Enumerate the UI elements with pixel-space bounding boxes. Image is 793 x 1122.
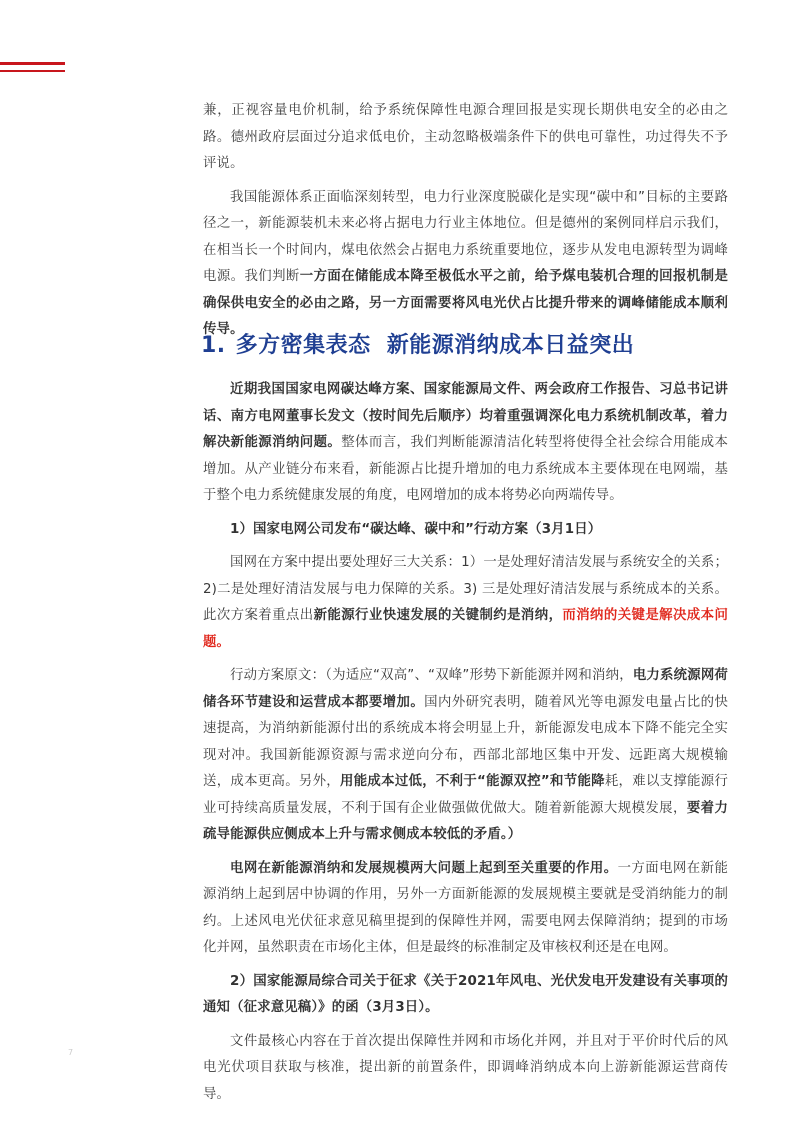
section-p3-bold-f: 要着力疏导能源供应侧成本上升与需求侧成本较低的矛盾。） [203, 800, 728, 842]
section-paragraph-5: 文件最核心内容在于首次提出保障性并网和市场化并网，并且对于平价时代后的风电光伏项目获取与核准，提出新的前置条件，即调峰消纳成本向上游新能源运营商传导。 [203, 1033, 728, 1102]
section-paragraph-3 [203, 663, 728, 849]
section-number: 1. [201, 333, 226, 358]
header-accent-bar-top [0, 62, 65, 65]
section-body [203, 377, 728, 1108]
section-paragraph-4 [203, 856, 728, 962]
intro-block [203, 98, 728, 344]
header-accent-bar-bottom [0, 70, 65, 72]
section-p4-bold: 电网在新能源消纳和发展规模两大问题上起到至关重要的作用。 [230, 860, 618, 876]
section-p3-bold-d: 用能成本过低，不利于“能源双控”和节能降 [340, 774, 605, 789]
subheading-2: 2）国家能源局综合司关于征求《关于2021年风电、光伏发电开发建设有关事项的通知（征求意见稿）》的函（3月3日）。 [203, 973, 728, 1015]
section-paragraph-2 [203, 550, 728, 656]
section-p2-bold: 新能源行业快速发展的关键制约是消纳， [313, 608, 563, 623]
section-p3-text-a: 行动方案原文：（为适应“双高”、“双峰”形势下新能源并网和消纳， [230, 668, 633, 683]
page-number: 7 [68, 1048, 74, 1057]
section-paragraph-1 [203, 377, 728, 510]
section-p4-text: 一方面电网在新能源消纳上起到居中协调的作用，另外一方面新能源的发展规模主要就是受消纳能力的制约。上述风电光伏征求意见稿里提到的保障性并网，需要电网去保障消纳；提到的市场化并网，虽然职责在市场化主体，但是最终的标准制定及审核权利还是在电网。 [203, 860, 728, 955]
section-title-part1: 多方密集表态 [235, 333, 371, 358]
section-title-part2: 新能源消纳成本日益突出 [386, 333, 635, 358]
section-p1-bold: 近期我国国家电网碳达峰方案、国家能源局文件、两会政府工作报告、习总书记讲话、南方电网董事长发文（按时间先后顺序）均着重强调深化电力系统机制改革，着力解决新能源消纳问题。 [203, 382, 728, 450]
intro-paragraph-2 [203, 185, 728, 344]
section-p3-text-c: 国内外研究表明，随着风光等电源发电量占比的快速提高，为消纳新能源付出的系统成本将会明显上升，新能源发电成本下降不能完全实现对冲。我国新能源资源与需求逆向分布，西部北部地区集中开发、远距离大规模输送，成本更高。另外， [203, 694, 728, 789]
section-p3-bold-b: 电力系统源网荷储各环节建设和运营成本都要增加。 [203, 668, 728, 710]
intro-p2-bold: 一方面在储能成本降至极低水平之前，给予煤电装机合理的回报机制是确保供电安全的必由之路，另一方面需要将风电光伏占比提升带来的调峰储能成本顺利传导。 [203, 269, 728, 337]
intro-paragraph-1: 兼，正视容量电价机制，给予系统保障性电源合理回报是实现长期供电安全的必由之路。德州政府层面过分追求低电价，主动忽略极端条件下的供电可靠性，功过得失不予评说。 [203, 103, 728, 171]
section-p2-red: 而消纳的关键是解决成本问题。 [203, 608, 728, 650]
subheading-1: 1）国家电网公司发布“碳达峰、碳中和”行动方案（3月1日） [230, 521, 602, 537]
section-p1-text: 整体而言，我们判断能源清洁化转型将使得全社会综合用能成本增加。从产业链分布来看，新能源占比提升增加的电力系统成本主要体现在电网端，基于整个电力系统健康发展的角度，电网增加的成本将势必向两端传导。 [203, 435, 728, 503]
intro-p2-text: 我国能源体系正面临深刻转型，电力行业深度脱碳化是实现“碳中和”目标的主要路径之一，新能源装机未来必将占据电力行业主体地位。但是德州的案例同样启示我们，在相当长一个时间内，煤电依然会占据电力系统重要地位，逐步从发电电源转型为调峰电源。我们判断 [203, 189, 728, 284]
section-p2-text: 国网在方案中提出要处理好三大关系：1）一是处理好清洁发展与系统安全的关系；2)二是处理好清洁发展与电力保障的关系。3) 三是处理好清洁发展与系统成本的关系。此次方案着重点出 [203, 555, 728, 623]
section-p3-text-e: 耗，难以支撑能源行业可持续高质量发展，不利于国有企业做强做优做大。随着新能源大规模发展， [203, 774, 729, 816]
section-heading [201, 328, 634, 359]
